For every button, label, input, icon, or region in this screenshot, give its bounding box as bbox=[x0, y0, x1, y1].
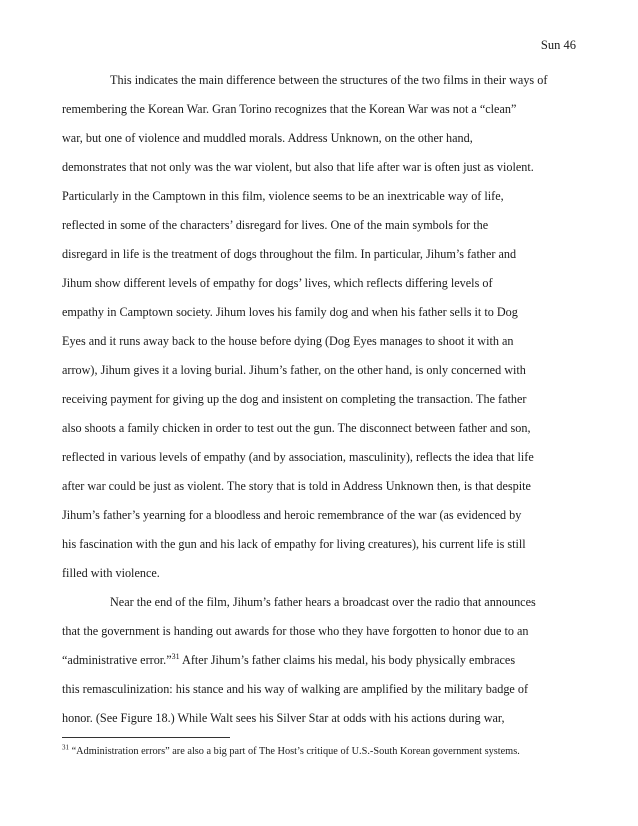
text-line: Near the end of the film, Jihum’s father hears a broadcast over the radio that announces bbox=[110, 595, 536, 609]
footnote-number: 31 bbox=[62, 743, 69, 752]
footnote-text: “Administration errors” are also a big part of The Host’s critique of U.S.-South Korean government systems. bbox=[69, 746, 520, 757]
footnote-31 bbox=[62, 743, 520, 757]
text-line: This indicates the main difference between the structures of the two films in their ways of bbox=[110, 73, 548, 87]
text-line: remembering the Korean War. Gran Torino recognizes that the Korean War was not a “clean” bbox=[62, 102, 517, 116]
text-line: filled with violence. bbox=[62, 566, 160, 580]
text-line: reflected in various levels of empathy (and by association, masculinity), reflects the idea that life bbox=[62, 450, 534, 464]
page-header: Sun 46 bbox=[540, 38, 576, 52]
text-line: after war could be just as violent. The story that is told in Address Unknown then, is that despite bbox=[62, 479, 531, 493]
text-line: war, but one of violence and muddled morals. Address Unknown, on the other hand, bbox=[62, 131, 473, 145]
text-line: Jihum’s father’s yearning for a bloodless and heroic remembrance of the war (as evidenced by bbox=[62, 508, 522, 522]
text-line: that the government is handing out awards for those who they have forgotten to honor due to an bbox=[62, 624, 529, 638]
footnote-ref-31[interactable]: 31 bbox=[171, 651, 180, 661]
text-line: also shoots a family chicken in order to test out the gun. The disconnect between father and son, bbox=[62, 421, 531, 435]
text-line: honor. (See Figure 18.) While Walt sees his Silver Star at odds with his actions during war, bbox=[62, 711, 505, 725]
text-line bbox=[62, 652, 515, 668]
text-line: receiving payment for giving up the dog and insistent on completing the transaction. The father bbox=[62, 392, 527, 406]
quoted-phrase: “administrative error.” bbox=[62, 653, 172, 667]
text-line: Eyes and it runs away back to the house before dying (Dog Eyes manages to shoot it with an bbox=[62, 334, 514, 348]
footnote-divider bbox=[62, 737, 230, 738]
text-line: his fascination with the gun and his lack of empathy for living creatures), his current life is still bbox=[62, 537, 526, 551]
text-line: reflected in some of the characters’ disregard for lives. One of the main symbols for the bbox=[62, 218, 489, 232]
text-line: this remasculinization: his stance and his way of walking are amplified by the military badge of bbox=[62, 682, 529, 696]
text-run: After Jihum’s father claims his medal, his body physically embraces bbox=[179, 653, 516, 667]
text-line: demonstrates that not only was the war violent, but also that life after war is often just as violent. bbox=[62, 160, 534, 174]
text-line: arrow), Jihum gives it a loving burial. Jihum’s father, on the other hand, is only concerned with bbox=[62, 363, 526, 377]
text-line: disregard in life is the treatment of dogs throughout the film. In particular, Jihum’s father and bbox=[62, 247, 517, 261]
text-line: Jihum show different levels of empathy for dogs’ lives, which reflects differing levels of bbox=[62, 276, 493, 290]
text-line: empathy in Camptown society. Jihum loves his family dog and when his father sells it to Dog bbox=[62, 305, 518, 319]
text-line: Particularly in the Camptown in this film, violence seems to be an inextricable way of life, bbox=[62, 189, 504, 203]
